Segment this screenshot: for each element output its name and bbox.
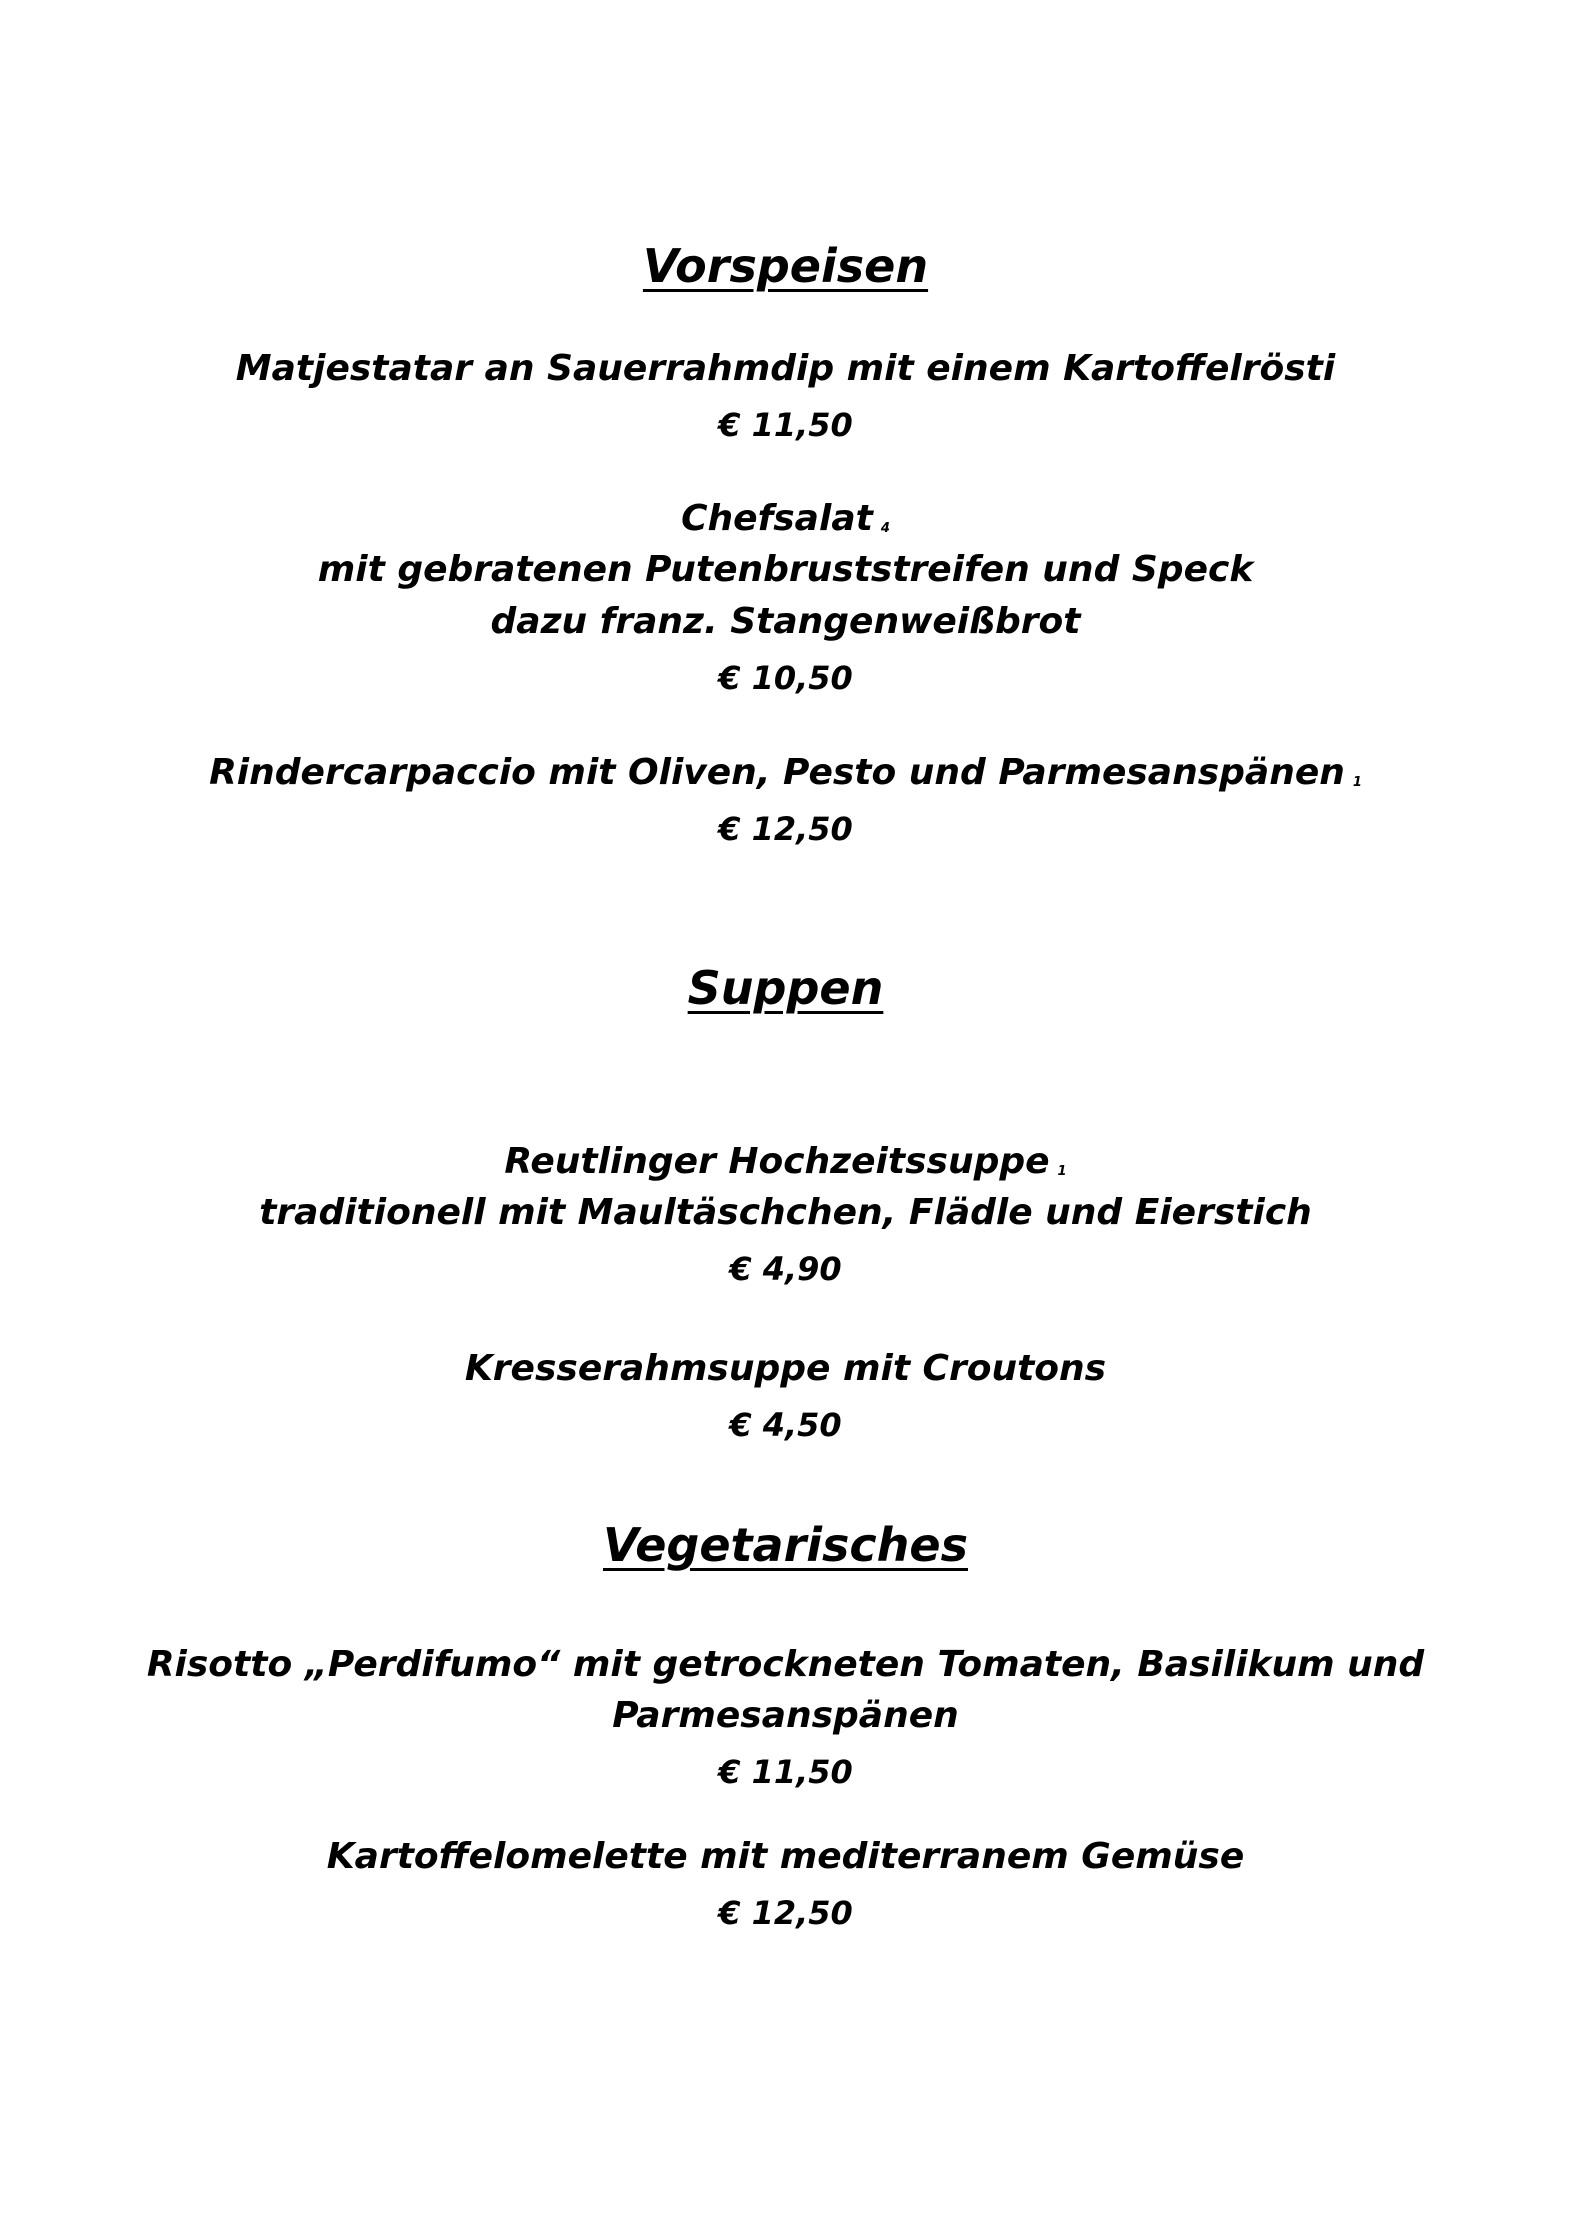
menu-item-kresserahmsuppe: Kresserahmsuppe mit Croutons: [464, 1348, 1107, 1389]
price-rindercarpaccio: € 12,50: [718, 810, 853, 848]
price-hochzeitssuppe: € 4,90: [729, 1250, 842, 1288]
allergen-note: 1: [1057, 1164, 1067, 1179]
menu-item-risotto: Risotto „Perdifumo“ mit getrockneten Tomaten, Basilikum und: [146, 1644, 1425, 1685]
item-name: Chefsalat: [681, 498, 873, 539]
price-matjestatar: € 11,50: [718, 406, 853, 444]
allergen-note: 4: [880, 521, 890, 536]
section-title-vorspeisen: Vorspeisen: [642, 239, 929, 293]
section-title-vegetarisches: Vegetarisches: [602, 1518, 969, 1572]
item-description-line: Parmesanspänen: [612, 1695, 959, 1736]
item-description-line: traditionell mit Maultäschchen, Flädle und Eierstich: [259, 1192, 1312, 1233]
item-name: Rindercarpaccio mit Oliven, Pesto und Parmesanspänen: [209, 752, 1345, 793]
price-kresserahmsuppe: € 4,50: [729, 1406, 842, 1444]
item-description-line: dazu franz. Stangenweißbrot: [490, 601, 1081, 642]
item-description-line: mit gebratenen Putenbruststreifen und Speck: [317, 549, 1254, 590]
price-chefsalat: € 10,50: [718, 659, 853, 697]
price-risotto: € 11,50: [718, 1753, 853, 1791]
menu-item-matjestatar: Matjestatar an Sauerrahmdip mit einem Kartoffelrösti: [235, 348, 1336, 389]
menu-item-kartoffelomelette: Kartoffelomelette mit mediterranem Gemüse: [326, 1836, 1245, 1877]
price-kartoffelomelette: € 12,50: [718, 1894, 853, 1932]
menu-item-rindercarpaccio: [0, 748, 1571, 808]
item-name: Reutlinger Hochzeitssuppe: [504, 1141, 1050, 1182]
section-title-suppen: Suppen: [687, 961, 884, 1015]
allergen-note: 1: [1352, 775, 1362, 790]
